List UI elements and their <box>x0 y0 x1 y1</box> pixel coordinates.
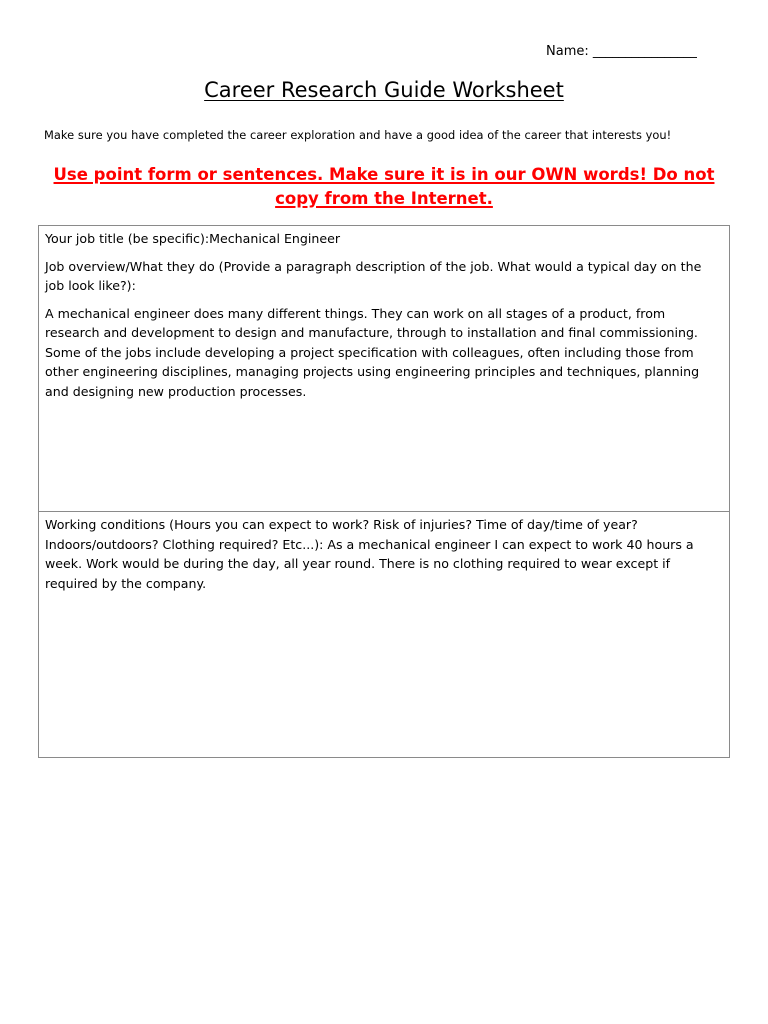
overview-prompt: Job overview/What they do (Provide a paragraph description of the job. What would a typical day on the job look like?): <box>45 258 702 293</box>
working-conditions-section <box>38 511 730 758</box>
job-title-line: Your job title (be specific):Mechanical Engineer <box>45 231 341 246</box>
working-conditions-text: Working conditions (Hours you can expect to work? Risk of injuries? Time of day/time of year? Indoors/outdoors? Clothing required? Etc...): As a mechanical engineer I can expect to work 40 hours a week. Work would be during the day, all year round. There is no clothing required to wear except if required by the company. <box>45 517 694 591</box>
name-field-label: Name: ________________ <box>546 44 697 59</box>
overview-answer: A mechanical engineer does many different things. They can work on all stages of a product, from research and development to design and manufacture, through to installation and final commissioning. Some of the jobs include developing a project specification with colleagues, often including those from other engineering disciplines, managing projects using engineering principles and techniques, planning and designing new production processes. <box>45 305 700 399</box>
job-overview-section <box>38 225 730 512</box>
page-title: Career Research Guide Worksheet <box>204 78 564 102</box>
instruction-text: Make sure you have completed the career exploration and have a good idea of the career that interests you! <box>44 128 672 142</box>
warning-text: Use point form or sentences. Make sure it is in our OWN words! Do not copy from the Internet. <box>53 165 715 208</box>
